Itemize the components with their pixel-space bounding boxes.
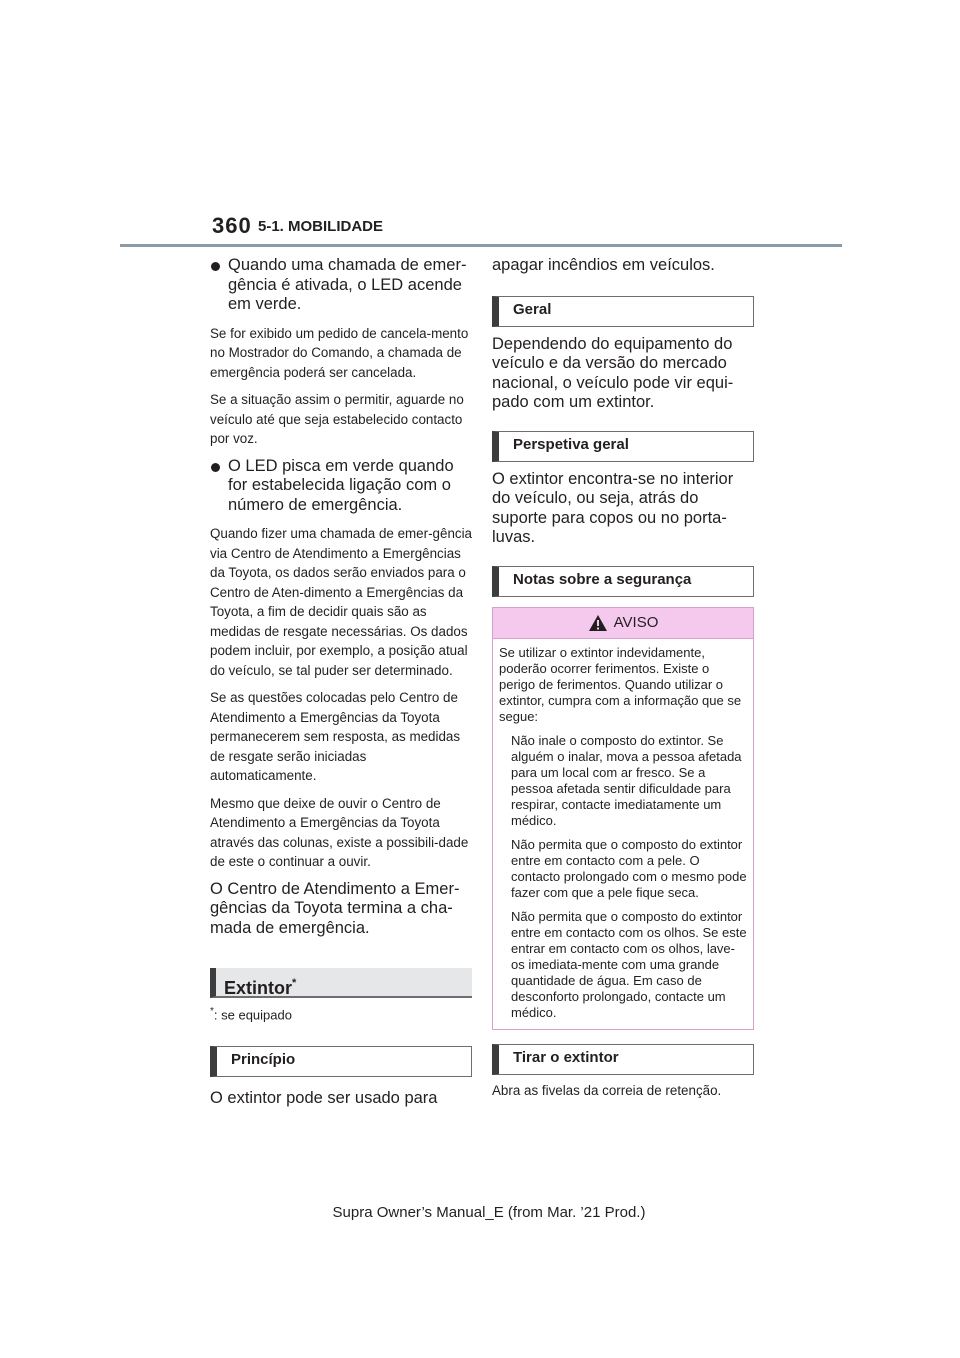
footnote [210,1006,472,1022]
heading-extintor [210,968,472,998]
section-title: 5-1. MOBILIDADE [258,218,384,235]
bullet-dot-icon [211,262,220,271]
paragraph: Se a situação assim o permitir, aguarde no veículo até que seja estabelecido contacto por voz. [210,392,464,446]
warning-header [493,608,753,639]
paragraph: O Centro de Atendimento a Emer-gências da Toyota termina a cha-mada de emergência. [210,879,460,937]
bullet-text: O LED pisca em verde quando for estabelecida ligação com o número de emergência. [228,456,454,514]
warning-box [492,607,754,1030]
footnote-text: : se equipado [213,1007,292,1023]
warning-intro: Se utilizar o extintor indevidamente, poderão ocorrer ferimentos. Existe o perigo de ferimentos. Quando utilizar o extintor, cumpra com a informação que se segue: [499,644,742,724]
paragraph: Abra as fivelas da correia de retenção. [492,1082,722,1098]
warning-title: AVISO [613,614,659,631]
heading-tirar-extintor: Tirar o extintor [492,1044,754,1075]
right-column [492,256,754,1108]
heading-geral: Geral [492,296,754,327]
heading-text: Extintor [224,978,293,998]
bullet-item [210,256,472,315]
paragraph: Dependendo do equipamento do veículo e da versão do mercado nacional, o veículo pode vir equi-pado com um extintor. [492,334,734,411]
paragraph: Se as questões colocadas pelo Centro de Atendimento a Emergências da Toyota permanecerem sem resposta, as medidas de resgate serão iniciadas automaticamente. [210,690,461,783]
bullet-dot-icon [211,463,220,472]
left-column [210,256,472,1118]
warning-body [493,639,753,1029]
warning-item: Não permita que o composto do extintor entre em contacto com os olhos. Se este entrar em contacto com os olhos, lave-os imediata-mente com uma grande quantidade de água. Em caso de desconforto prolongado, contacte um médico. [511,908,747,1020]
footnote-mark: * [292,977,297,989]
paragraph: Se for exibido um pedido de cancela-mento no Mostrador do Comando, a chamada de emergência poderá ser cancelada. [210,325,469,380]
warning-triangle-icon [588,614,608,632]
paragraph: Quando fizer uma chamada de emer-gência via Centro de Atendimento a Emergências da Toyota, os dados serão enviados para o Centro de Aten-dimento a Emergências da Toyota, a fim de decidir quais são as medidas de resgate necessárias. Os dados podem incluir, por exemplo, a posição atual do veículo, se tal puder ser determinado. [210,526,473,678]
paragraph: O extintor pode ser usado para [210,1089,438,1108]
bullet-item [210,457,472,516]
page-footer [0,1204,960,1221]
footnote-mark: * [210,1006,214,1017]
heading-notas-seguranca: Notas sobre a segurança [492,566,754,597]
warning-item: Não inale o composto do extintor. Se alguém o inalar, mova a pessoa afetada para um local com ar fresco. Se a pessoa afetada sentir dificuldade para respirar, contacte imediatamente um médico. [511,732,742,828]
page-number: 360 [212,213,252,238]
paragraph: O extintor encontra-se no interior do veículo, ou seja, atrás do suporte para copos ou no porta-luvas. [492,469,734,546]
heading-principio: Princípio [210,1046,472,1077]
header-rule [120,244,842,247]
bullet-text: Quando uma chamada de emer-gência é ativada, o LED acende em verde. [228,256,467,313]
footer-text: Supra Owner’s Manual_E (from Mar. ’21 Prod.) [332,1204,646,1221]
warning-item: Não permita que o composto do extintor entre em contacto com a pele. O contacto prolongado com o mesmo pode fazer com que a pele fique seca. [511,836,747,900]
heading-perspetiva-geral: Perspetiva geral [492,431,754,462]
paragraph: apagar incêndios em veículos. [492,256,715,274]
paragraph: Mesmo que deixe de ouvir o Centro de Atendimento a Emergências da Toyota através das colunas, existe a possibili-dade de este o continuar a ouvir. [210,795,469,869]
